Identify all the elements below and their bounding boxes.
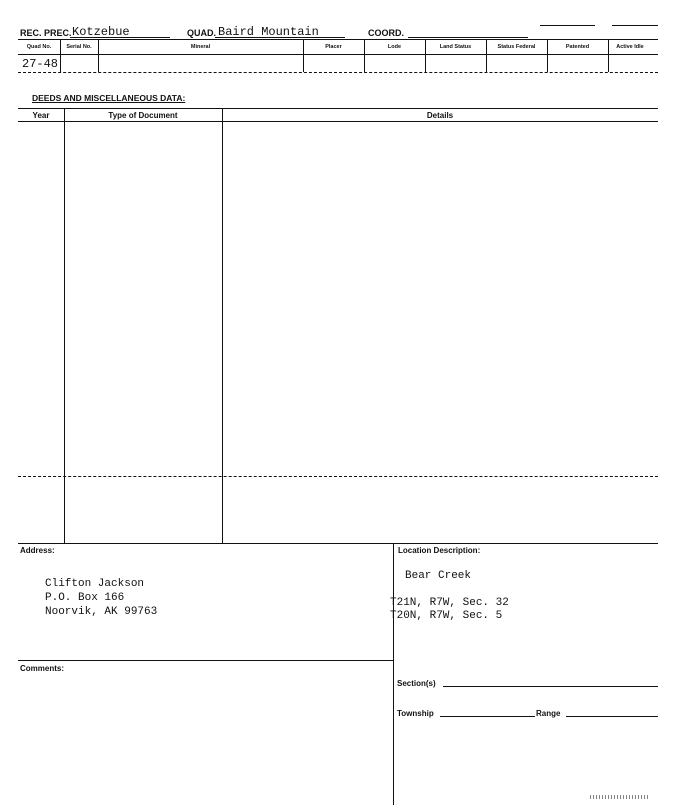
range-underline [566, 716, 658, 717]
comments-top-line [18, 660, 393, 661]
col-type-of-document: Type of Document [108, 111, 178, 120]
scan-noise [590, 795, 650, 799]
coord-line-a [540, 25, 595, 26]
coord-underline [408, 37, 528, 38]
claim-table-header-bottom [18, 54, 658, 55]
col-details: Details [426, 111, 454, 120]
deeds-header-bottom [18, 121, 658, 122]
location-legal-2: T20N, R7W, Sec. 5 [390, 610, 503, 622]
address-label: Address: [20, 546, 55, 555]
address-line2: Noorvik, AK 99763 [45, 606, 158, 618]
coord-line-b [612, 25, 658, 26]
deeds-table-bottom [18, 543, 658, 544]
deeds-table-top [18, 108, 658, 109]
rec-prec-value: Kotzebue [72, 25, 130, 39]
col-active-idle: Active Idle [616, 43, 644, 50]
claim-table-bottom [18, 72, 658, 73]
col-lode: Lode [387, 43, 402, 50]
comments-label: Comments: [20, 664, 65, 673]
sections-underline [443, 686, 658, 687]
col-year: Year [32, 111, 50, 120]
township-label: Township [397, 709, 434, 718]
address-line1: P.O. Box 166 [45, 592, 125, 604]
quad-no-value: 27-48 [22, 57, 59, 71]
col-mineral: Mineral [190, 43, 211, 50]
coord-label: COORD. [368, 28, 404, 38]
quad-underline [215, 37, 345, 38]
col-status-federal: Status Federal [497, 43, 536, 50]
location-legal-1: T21N, R7W, Sec. 32 [390, 597, 509, 609]
deeds-section-title: DEEDS AND MISCELLANEOUS DATA: [32, 93, 186, 103]
township-underline [440, 716, 535, 717]
col-serial-no: Serial No. [66, 43, 92, 50]
col-land-status: Land Status [439, 43, 472, 50]
quad-label: QUAD. [187, 28, 216, 38]
location-label: Location Description: [398, 546, 481, 555]
deeds-divider-type [222, 108, 223, 544]
range-label: Range [536, 709, 561, 718]
col-patented: Patented [565, 43, 590, 50]
col-quad-no: Quad No. [26, 43, 52, 50]
location-place: Bear Creek [405, 570, 472, 582]
quad-value: Baird Mountain [218, 25, 319, 39]
deeds-dashed-separator [18, 476, 658, 477]
rec-prec-underline [70, 37, 170, 38]
rec-prec-label: REC. PREC. [20, 28, 72, 38]
deeds-divider-year [64, 108, 65, 544]
sections-label: Section(s) [397, 679, 436, 688]
address-name: Clifton Jackson [45, 578, 145, 590]
address-location-divider [393, 543, 394, 805]
col-placer: Placer [325, 43, 342, 50]
